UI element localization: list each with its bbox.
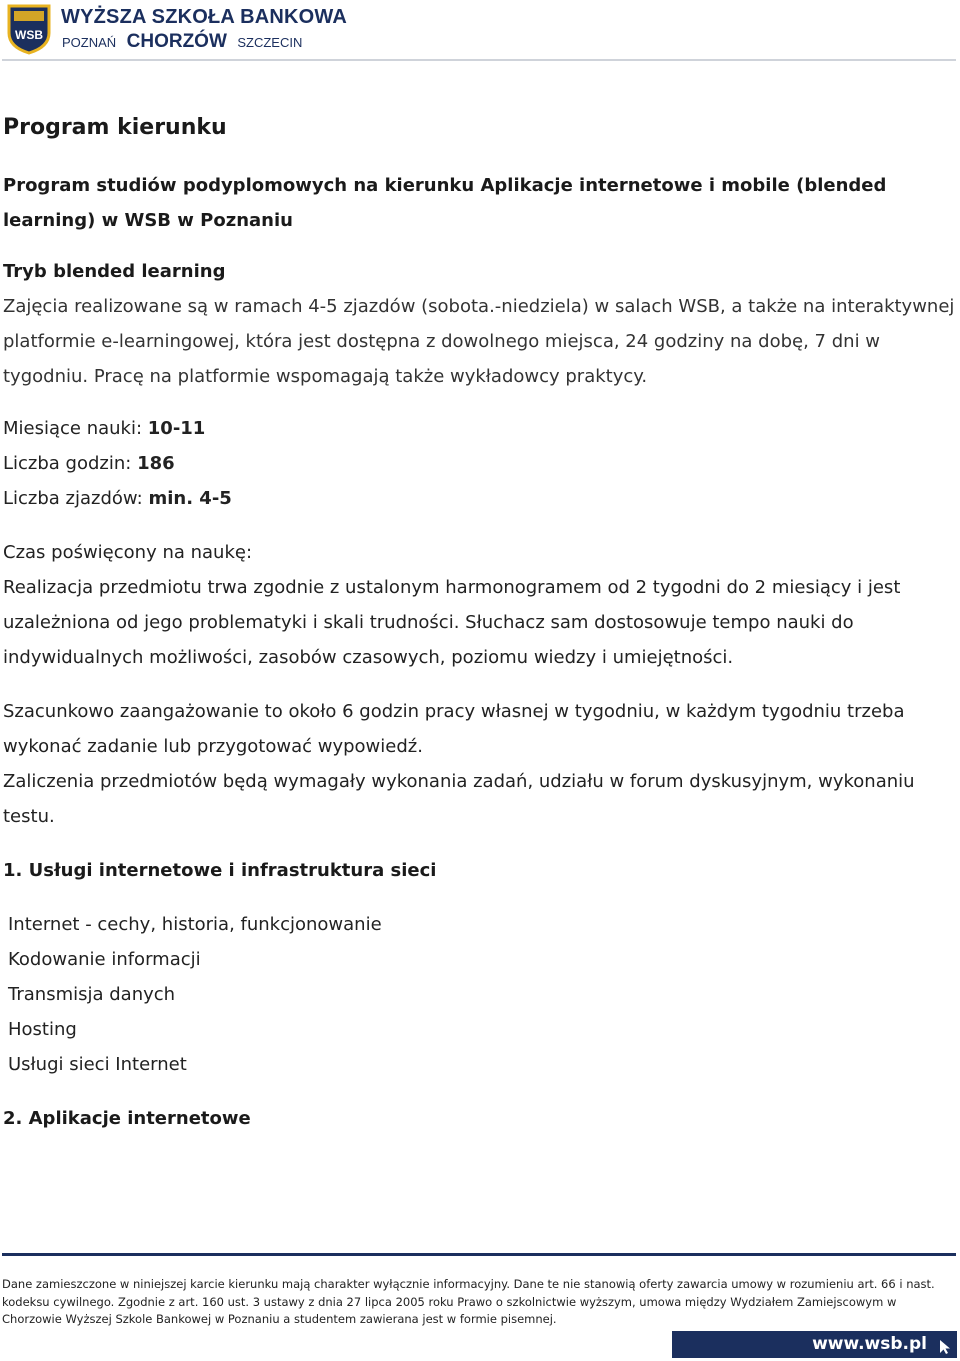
cursor-icon: [939, 1339, 951, 1355]
footer-disclaimer: Dane zamieszczone w niniejszej karcie kierunku mają charakter wyłącznie informacyjny. Dane te nie stanowią oferty zawarcia umowy w rozumieniu art. 66 i nast. kodeksu cywilnego. Zgodnie z art. 160 ust. 3 ustawy z dnia 27 lipca 2005 roku Prawo o szkolnictwie wyższym, umowa między Wydziałem Zamiejscowym w Chorzowie Wyższej Szkole Bankowej w Poznaniu a studentem zawierana jest w formie pisemnej.: [2, 1277, 935, 1326]
shield-text: WSB: [15, 28, 43, 42]
list-item: Usługi sieci Internet: [8, 1054, 187, 1075]
footer-divider: [2, 1253, 956, 1256]
city-chorzow: CHORZÓW: [126, 31, 227, 52]
list-item: Kodowanie informacji: [8, 949, 201, 970]
mode-title: Tryb blended learning: [3, 261, 226, 282]
credits-text: Zaliczenia przedmiotów będą wymagały wykonania zadań, udziału w forum dyskusyjnym, wykonaniu testu.: [3, 771, 915, 827]
stat-meetings-label: Liczba zjazdów:: [3, 488, 149, 509]
city-poznan: POZNAŃ: [62, 35, 117, 50]
section-1-topics: [3, 907, 955, 1082]
stat-hours: [3, 446, 955, 481]
page-title: Program kierunku: [3, 115, 227, 140]
brand-name: WYŻSZA SZKOŁA BANKOWA: [61, 6, 348, 28]
program-stats: [3, 411, 955, 516]
stat-months: [3, 411, 955, 446]
stat-meetings-value: min. 4-5: [148, 488, 232, 509]
time-label: Czas poświęcony na naukę:: [3, 542, 253, 563]
page-header: [0, 0, 960, 62]
engagement-text: Szacunkowo zaangażowanie to około 6 godzin pracy własnej w tygodniu, w każdym tygodniu trzeba wykonać zadanie lub przygotować wypowiedź.: [3, 701, 905, 757]
stat-months-value: 10-11: [147, 418, 206, 439]
list-item: Hosting: [8, 1019, 77, 1040]
time-description: Realizacja przedmiotu trwa zgodnie z ustalonym harmonogramem od 2 tygodni do 2 miesiący i jest uzależniona od jego problematyki i skali trudności. Słuchacz sam dostosowuje tempo nauki do indywidualnych możliwości, zasobów czasowych, poziomu wiedzy i umiejętności.: [3, 577, 901, 668]
stat-hours-label: Liczba godzin:: [3, 453, 138, 474]
footer-url-bar: [672, 1331, 957, 1358]
program-lead: Program studiów podyplomowych na kierunku Aplikacje internetowe i mobile (blended learning) w WSB w Poznaniu: [3, 175, 887, 231]
section-1-title: 1. Usługi internetowe i infrastruktura sieci: [3, 860, 437, 881]
stat-hours-value: 186: [137, 453, 175, 474]
stat-meetings: [3, 481, 955, 516]
list-item: Transmisja danych: [8, 984, 176, 1005]
main-content: [3, 110, 955, 1136]
city-szczecin: SZCZECIN: [237, 35, 303, 50]
mode-description: Zajęcia realizowane są w ramach 4-5 zjazdów (sobota.-niedziela) w salach WSB, a także na interaktywnej platformie e-learningowej, która jest dostępna z dowolnego miejsca, 24 godziny na dobę, 7 dni w tygodniu. Pracę na platformie wspomagają także wykładowcy praktycy.: [3, 296, 955, 387]
wsb-shield-logo: [6, 3, 52, 55]
list-item: Internet - cechy, historia, funkcjonowanie: [8, 914, 382, 935]
brand-cities: [62, 31, 302, 53]
header-divider: [2, 59, 956, 61]
website-link[interactable]: www.wsb.pl: [812, 1334, 927, 1354]
stat-months-label: Miesiące nauki:: [3, 418, 148, 439]
section-2-title: 2. Aplikacje internetowe: [3, 1108, 251, 1129]
